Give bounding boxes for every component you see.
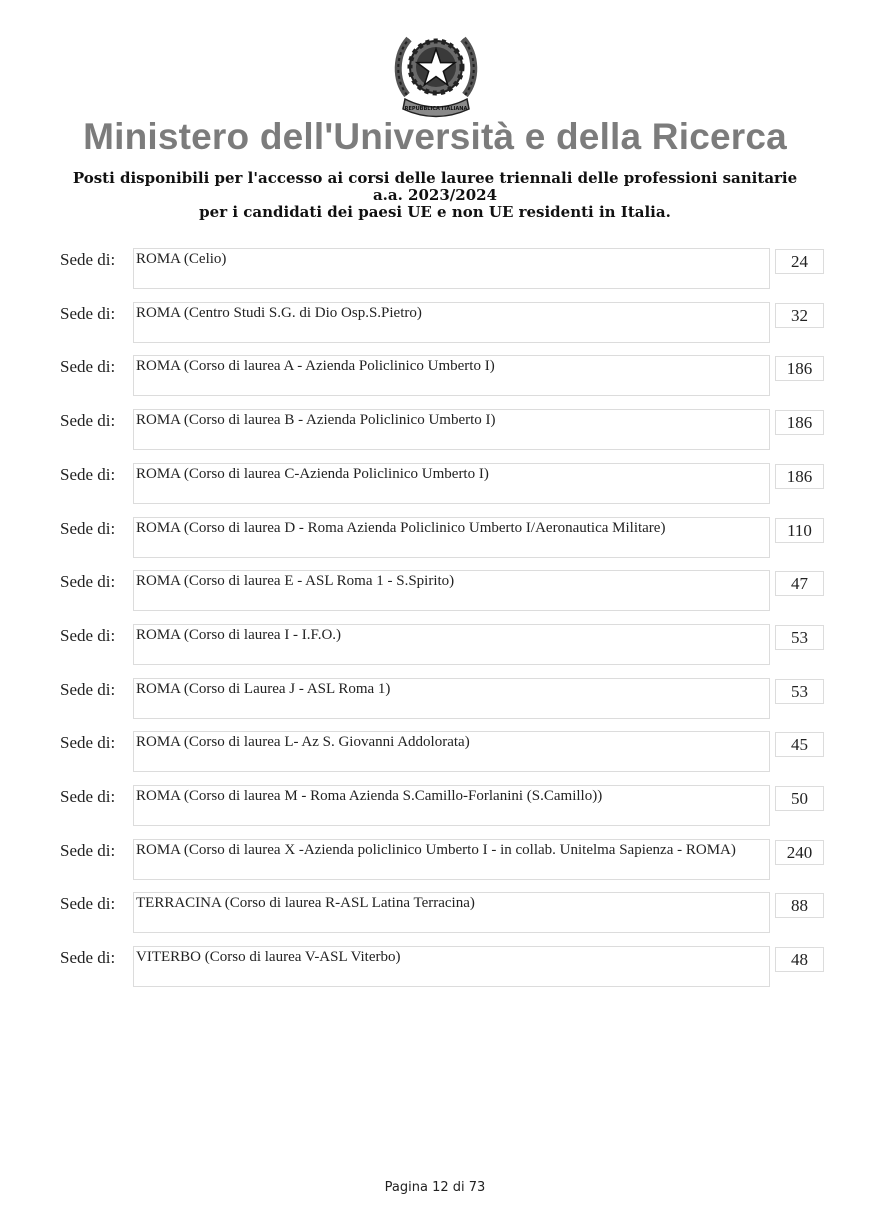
sede-name-box (133, 892, 770, 933)
posti-count: 45 (775, 732, 824, 757)
table-row (0, 785, 870, 829)
posti-count: 50 (775, 786, 824, 811)
posti-count: 53 (775, 625, 824, 650)
sede-name: ROMA (Corso di laurea E - ASL Roma 1 - S.Spirito) (136, 573, 455, 589)
sede-name-box (133, 946, 770, 987)
sede-name-box (133, 248, 770, 289)
subtitle-line-1: Posti disponibili per l'accesso ai corsi delle lauree triennali delle professioni sanitarie (72, 169, 798, 187)
table-row (0, 248, 870, 292)
sede-name: ROMA (Corso di laurea X -Azienda policlinico Umberto I - in collab. Unitelma Sapienza - ROMA) (136, 842, 736, 858)
table-row (0, 624, 870, 668)
sede-name-box (133, 463, 770, 504)
posti-count: 47 (775, 571, 824, 596)
sede-label: Sede di: (60, 519, 116, 538)
sede-name-box (133, 409, 770, 450)
table-row (0, 678, 870, 722)
subtitle-line-3: per i candidati dei paesi UE e non UE residenti in Italia. (199, 203, 671, 221)
posti-count: 32 (775, 303, 824, 328)
sede-name: ROMA (Corso di laurea D - Roma Azienda Policlinico Umberto I/Aeronautica Militare) (136, 520, 666, 536)
sede-name-box (133, 839, 770, 880)
emblem-ribbon-text: REPUBBLICA ITALIANA (404, 106, 468, 112)
posti-count: 186 (775, 464, 824, 489)
sede-label: Sede di: (60, 357, 116, 376)
posti-count: 88 (775, 893, 824, 918)
sede-label: Sede di: (60, 250, 116, 269)
sede-label: Sede di: (60, 304, 116, 323)
sede-name: ROMA (Corso di laurea B - Azienda Policlinico Umberto I) (136, 412, 496, 428)
sede-name: ROMA (Corso di laurea L- Az S. Giovanni Addolorata) (136, 734, 470, 750)
table-row (0, 463, 870, 507)
sede-name-box (133, 570, 770, 611)
sede-name: ROMA (Corso di laurea I - I.F.O.) (136, 627, 342, 643)
sede-name: ROMA (Centro Studi S.G. di Dio Osp.S.Pietro) (136, 305, 422, 321)
sede-name-box (133, 785, 770, 826)
sede-name: ROMA (Corso di laurea A - Azienda Policlinico Umberto I) (136, 358, 495, 374)
sede-label: Sede di: (60, 465, 116, 484)
sede-label: Sede di: (60, 572, 116, 591)
ministry-title: Ministero dell'Università e della Ricerca (83, 116, 787, 157)
sede-label: Sede di: (60, 894, 116, 913)
table-row (0, 409, 870, 453)
posti-count: 186 (775, 356, 824, 381)
table-row (0, 731, 870, 775)
table-row (0, 355, 870, 399)
sede-name-box (133, 302, 770, 343)
sede-label: Sede di: (60, 787, 116, 806)
table-row (0, 946, 870, 990)
posti-count: 24 (775, 249, 824, 274)
sede-name: ROMA (Celio) (136, 251, 227, 267)
page-number: Pagina 12 di 73 (384, 1180, 486, 1195)
sede-name: TERRACINA (Corso di laurea R-ASL Latina Terracina) (136, 895, 475, 911)
posti-count: 110 (775, 518, 824, 543)
table-row (0, 839, 870, 883)
posti-count: 53 (775, 679, 824, 704)
italian-republic-emblem-icon (393, 25, 479, 120)
sede-name-box (133, 678, 770, 719)
posti-count: 240 (775, 840, 824, 865)
sede-name: ROMA (Corso di laurea M - Roma Azienda S.Camillo-Forlanini (S.Camillo)) (136, 788, 603, 804)
posti-count: 186 (775, 410, 824, 435)
sede-label: Sede di: (60, 841, 116, 860)
sede-name-box (133, 355, 770, 396)
sede-name: ROMA (Corso di laurea C-Azienda Policlinico Umberto I) (136, 466, 489, 482)
table-row (0, 517, 870, 561)
sede-label: Sede di: (60, 948, 116, 967)
sede-label: Sede di: (60, 733, 116, 752)
sede-name-box (133, 624, 770, 665)
sede-name-box (133, 731, 770, 772)
sede-name-box (133, 517, 770, 558)
subtitle-line-2: a.a. 2023/2024 (372, 186, 498, 204)
document-subtitle (0, 170, 870, 221)
table-row (0, 570, 870, 614)
sede-label: Sede di: (60, 626, 116, 645)
sede-label: Sede di: (60, 411, 116, 430)
table-row (0, 302, 870, 346)
posti-count: 48 (775, 947, 824, 972)
table-row (0, 892, 870, 936)
sede-name: ROMA (Corso di Laurea J - ASL Roma 1) (136, 681, 391, 697)
sede-name: VITERBO (Corso di laurea V-ASL Viterbo) (136, 949, 401, 965)
sede-label: Sede di: (60, 680, 116, 699)
